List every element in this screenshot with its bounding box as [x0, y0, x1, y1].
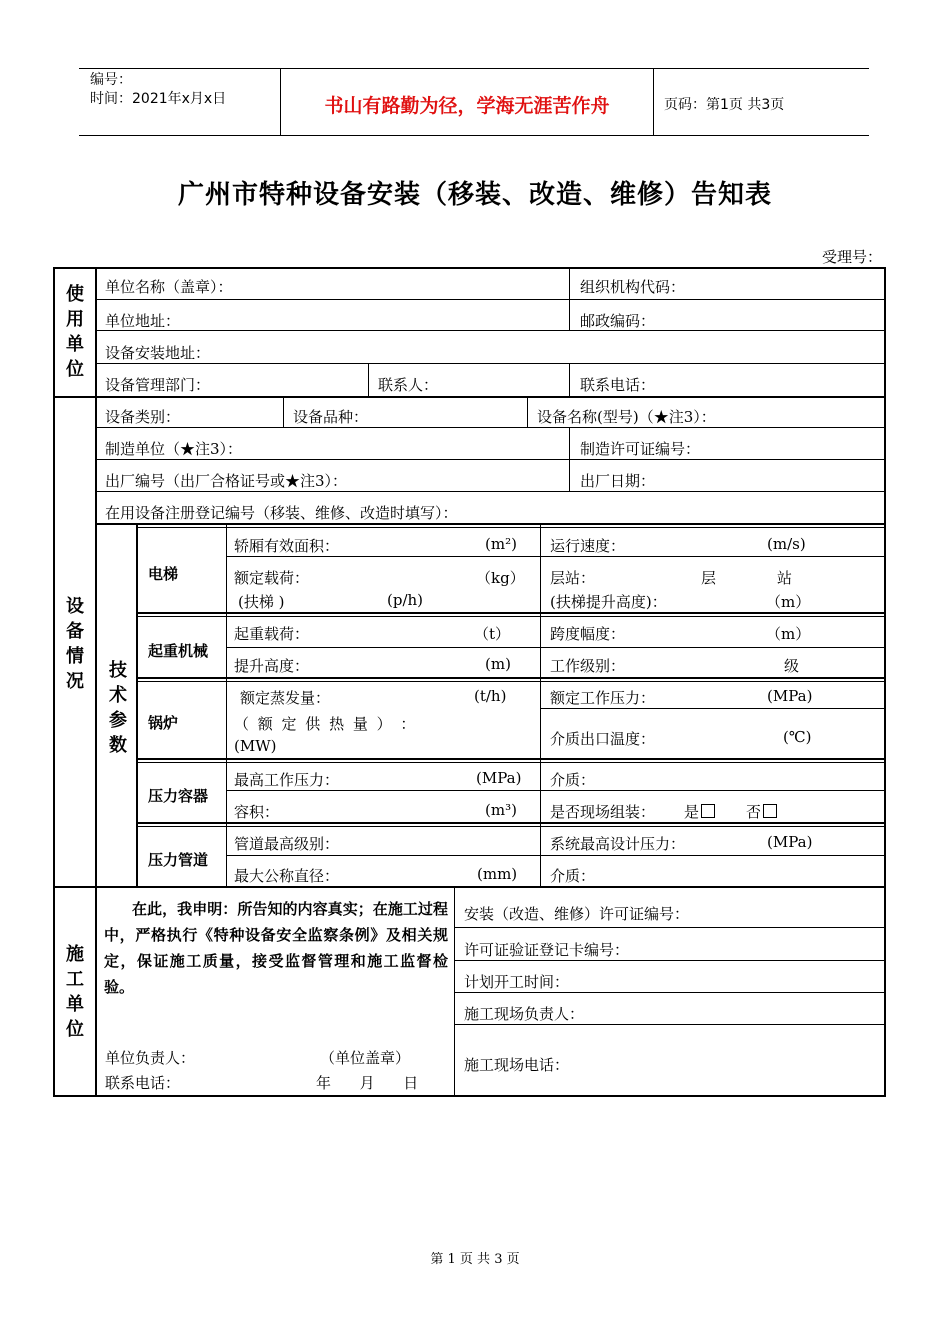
- row-divider: [227, 790, 885, 791]
- header-motto: 书山有路勤为径，学海无涯苦作舟: [324, 95, 610, 117]
- field-equipment-name-model[interactable]: 设备名称(型号)（★注3）：: [537, 408, 716, 426]
- col-divider: [569, 268, 570, 331]
- field-escalator-rise[interactable]: (扶梯提升高度)：: [550, 593, 667, 611]
- field-install-license[interactable]: 安装（改造、维修）许可证编号：: [464, 905, 690, 923]
- unit-lifting-load: （t）: [474, 625, 511, 643]
- unit-seal-label: （单位盖章）: [320, 1049, 411, 1067]
- field-lifting-load[interactable]: 起重载荷：: [234, 625, 310, 643]
- option-no-label: 否: [746, 803, 762, 821]
- unit-stations: 站: [777, 569, 793, 587]
- section-divider: [53, 886, 886, 888]
- field-construction-phone[interactable]: 联系电话：: [105, 1074, 181, 1092]
- field-outlet-temperature[interactable]: 介质出口温度：: [550, 730, 656, 748]
- field-pipe-level[interactable]: 管道最高级别：: [234, 835, 340, 853]
- field-management-dept[interactable]: 设备管理部门：: [105, 376, 211, 394]
- page-footer: 第 1 页 共 3 页: [430, 1252, 520, 1267]
- option-no[interactable]: [746, 801, 777, 822]
- category-pressure-pipe: 压力管道: [148, 851, 209, 869]
- field-volume[interactable]: 容积：: [234, 803, 280, 821]
- unit-max-diameter: (mm): [477, 865, 518, 883]
- checkbox-no[interactable]: [763, 804, 777, 818]
- header-top-rule: [79, 68, 869, 69]
- field-planned-start[interactable]: 计划开工时间：: [464, 973, 570, 991]
- header-page-info: 页码：第1页 共3页: [664, 97, 785, 113]
- field-site-leader[interactable]: 施工现场负责人：: [464, 1005, 585, 1023]
- field-unit-address[interactable]: 单位地址：: [105, 312, 181, 330]
- field-install-address[interactable]: 设备安装地址：: [105, 344, 211, 362]
- header-meta: [90, 71, 226, 109]
- section-user-unit: 使用单位: [66, 284, 84, 380]
- col-divider: [569, 427, 570, 491]
- field-escalator[interactable]: (扶梯 ): [238, 593, 285, 611]
- row-divider: [455, 927, 885, 928]
- unit-floors: 层: [701, 569, 717, 587]
- row-divider: [96, 330, 885, 331]
- field-postal-code[interactable]: 邮政编码：: [580, 312, 656, 330]
- group-divider: [138, 681, 885, 682]
- field-manufacturer[interactable]: 制造单位（★注3）：: [105, 440, 243, 458]
- category-crane: 起重机械: [148, 642, 209, 660]
- unit-rated-pressure: (MPa): [767, 687, 813, 705]
- group-divider: [138, 822, 885, 824]
- document-number: 编号：: [90, 72, 132, 88]
- field-max-diameter[interactable]: 最大公称直径：: [234, 867, 340, 885]
- unit-heat-supply: (MW): [234, 737, 277, 755]
- row-divider: [96, 523, 885, 525]
- tech-label-divider: [136, 525, 138, 886]
- category-elevator: 电梯: [148, 565, 179, 583]
- row-divider: [455, 992, 885, 993]
- field-work-grade[interactable]: 工作级别：: [550, 657, 626, 675]
- unit-outlet-temperature: (℃): [783, 728, 812, 746]
- field-contact-phone[interactable]: 联系电话：: [580, 376, 656, 394]
- unit-speed: (m/s): [767, 535, 806, 553]
- field-org-code[interactable]: 组织机构代码：: [580, 278, 686, 296]
- field-max-working-pressure[interactable]: 最高工作压力：: [234, 771, 340, 789]
- category-divider: [226, 525, 227, 886]
- declaration-text: 在此，我申明：所告知的内容真实；在施工过程中，严格执行《特种设备安全监察条例》及相关规定，保证施工质量，接受监督管理和施工监督检验。: [104, 900, 448, 996]
- col-divider: [527, 398, 528, 427]
- group-divider: [138, 826, 885, 827]
- field-car-area[interactable]: 轿厢有效面积：: [234, 537, 340, 555]
- section-divider: [53, 396, 886, 398]
- category-pressure-vessel: 压力容器: [148, 787, 209, 805]
- section-construction: 施工单位: [66, 944, 84, 1040]
- col-divider: [283, 398, 284, 427]
- document-time: 时间：2021年x月x日: [90, 91, 227, 107]
- col-divider: [569, 363, 570, 396]
- field-serial-number[interactable]: 出厂编号（出厂合格证号或★注3）：: [105, 472, 348, 490]
- group-divider: [138, 612, 885, 614]
- unit-rise: （m）: [766, 593, 811, 611]
- group-divider: [138, 616, 885, 617]
- field-contact-person[interactable]: 联系人：: [378, 376, 439, 394]
- unit-evaporation: (t/h): [474, 687, 507, 705]
- field-running-speed[interactable]: 运行速度：: [550, 537, 626, 555]
- param-divider: [540, 525, 541, 886]
- col-divider: [368, 363, 369, 396]
- field-mfg-license[interactable]: 制造许可证编号：: [580, 440, 701, 458]
- field-registration-number[interactable]: 在用设备注册登记编号（移装、维修、改造时填写）：: [105, 504, 458, 522]
- row-divider: [96, 427, 885, 428]
- header-divider: [653, 68, 654, 136]
- section-equipment: 设备情况: [66, 596, 84, 692]
- row-divider: [541, 708, 885, 709]
- group-divider: [138, 762, 885, 763]
- row-divider: [96, 363, 885, 364]
- field-factory-date[interactable]: 出厂日期：: [580, 472, 656, 490]
- checkbox-yes[interactable]: [701, 804, 715, 818]
- unit-rated-load: （kg）: [476, 569, 525, 587]
- header-bottom-rule: [79, 135, 869, 136]
- unit-lifting-height: (m): [485, 655, 511, 673]
- row-divider: [96, 299, 885, 300]
- row-divider: [455, 1024, 885, 1025]
- group-divider: [138, 758, 885, 760]
- unit-volume: (m³): [485, 801, 517, 819]
- unit-escalator: (p/h): [387, 591, 424, 609]
- field-site-phone[interactable]: 施工现场电话：: [464, 1056, 570, 1074]
- field-license-reg-card[interactable]: 许可证验证登记卡编号：: [464, 941, 630, 959]
- row-divider: [455, 960, 885, 961]
- field-vessel-medium[interactable]: 介质：: [550, 771, 596, 789]
- row-divider: [96, 491, 885, 492]
- field-equipment-category[interactable]: 设备类别：: [105, 408, 181, 426]
- unit-car-area: (m²): [485, 535, 517, 553]
- field-floors-stations[interactable]: 层站：: [550, 569, 596, 587]
- unit-max-working-pressure: (MPa): [476, 769, 522, 787]
- section-column-divider: [95, 267, 97, 1097]
- row-divider: [227, 855, 885, 856]
- field-span[interactable]: 跨度幅度：: [550, 625, 626, 643]
- field-rated-evaporation[interactable]: 额定蒸发量：: [240, 689, 331, 707]
- row-divider: [227, 647, 885, 648]
- field-rated-load[interactable]: 额定载荷：: [234, 569, 310, 587]
- field-rated-pressure[interactable]: 额定工作压力：: [550, 689, 656, 707]
- option-yes[interactable]: [684, 801, 715, 822]
- field-design-pressure[interactable]: 系统最高设计压力：: [550, 835, 686, 853]
- category-boiler: 锅炉: [148, 714, 179, 732]
- row-divider: [96, 459, 885, 460]
- group-divider: [138, 527, 885, 528]
- group-divider: [138, 677, 885, 679]
- field-unit-leader[interactable]: 单位负责人：: [105, 1049, 196, 1067]
- field-equipment-variety[interactable]: 设备品种：: [293, 408, 369, 426]
- unit-design-pressure: (MPa): [767, 833, 813, 851]
- field-unit-name[interactable]: 单位名称（盖章）：: [105, 278, 233, 296]
- field-sign-date[interactable]: 年 月 日: [316, 1074, 419, 1092]
- row-divider: [227, 556, 885, 557]
- field-rated-heat-supply[interactable]: （ 额 定 供 热 量 ） ：: [234, 715, 418, 733]
- unit-grade: 级: [784, 657, 800, 675]
- field-pipe-medium[interactable]: 介质：: [550, 867, 596, 885]
- field-lifting-height[interactable]: 提升高度：: [234, 657, 310, 675]
- section-tech-params: 技术参数: [109, 660, 127, 756]
- acceptance-number: 受理号：: [821, 248, 882, 266]
- page-title: 广州市特种设备安装（移装、改造、维修）告知表: [177, 180, 772, 210]
- option-yes-label: 是: [684, 803, 700, 821]
- field-onsite-assembly: 是否现场组装：: [550, 803, 656, 821]
- unit-span: （m）: [766, 625, 811, 643]
